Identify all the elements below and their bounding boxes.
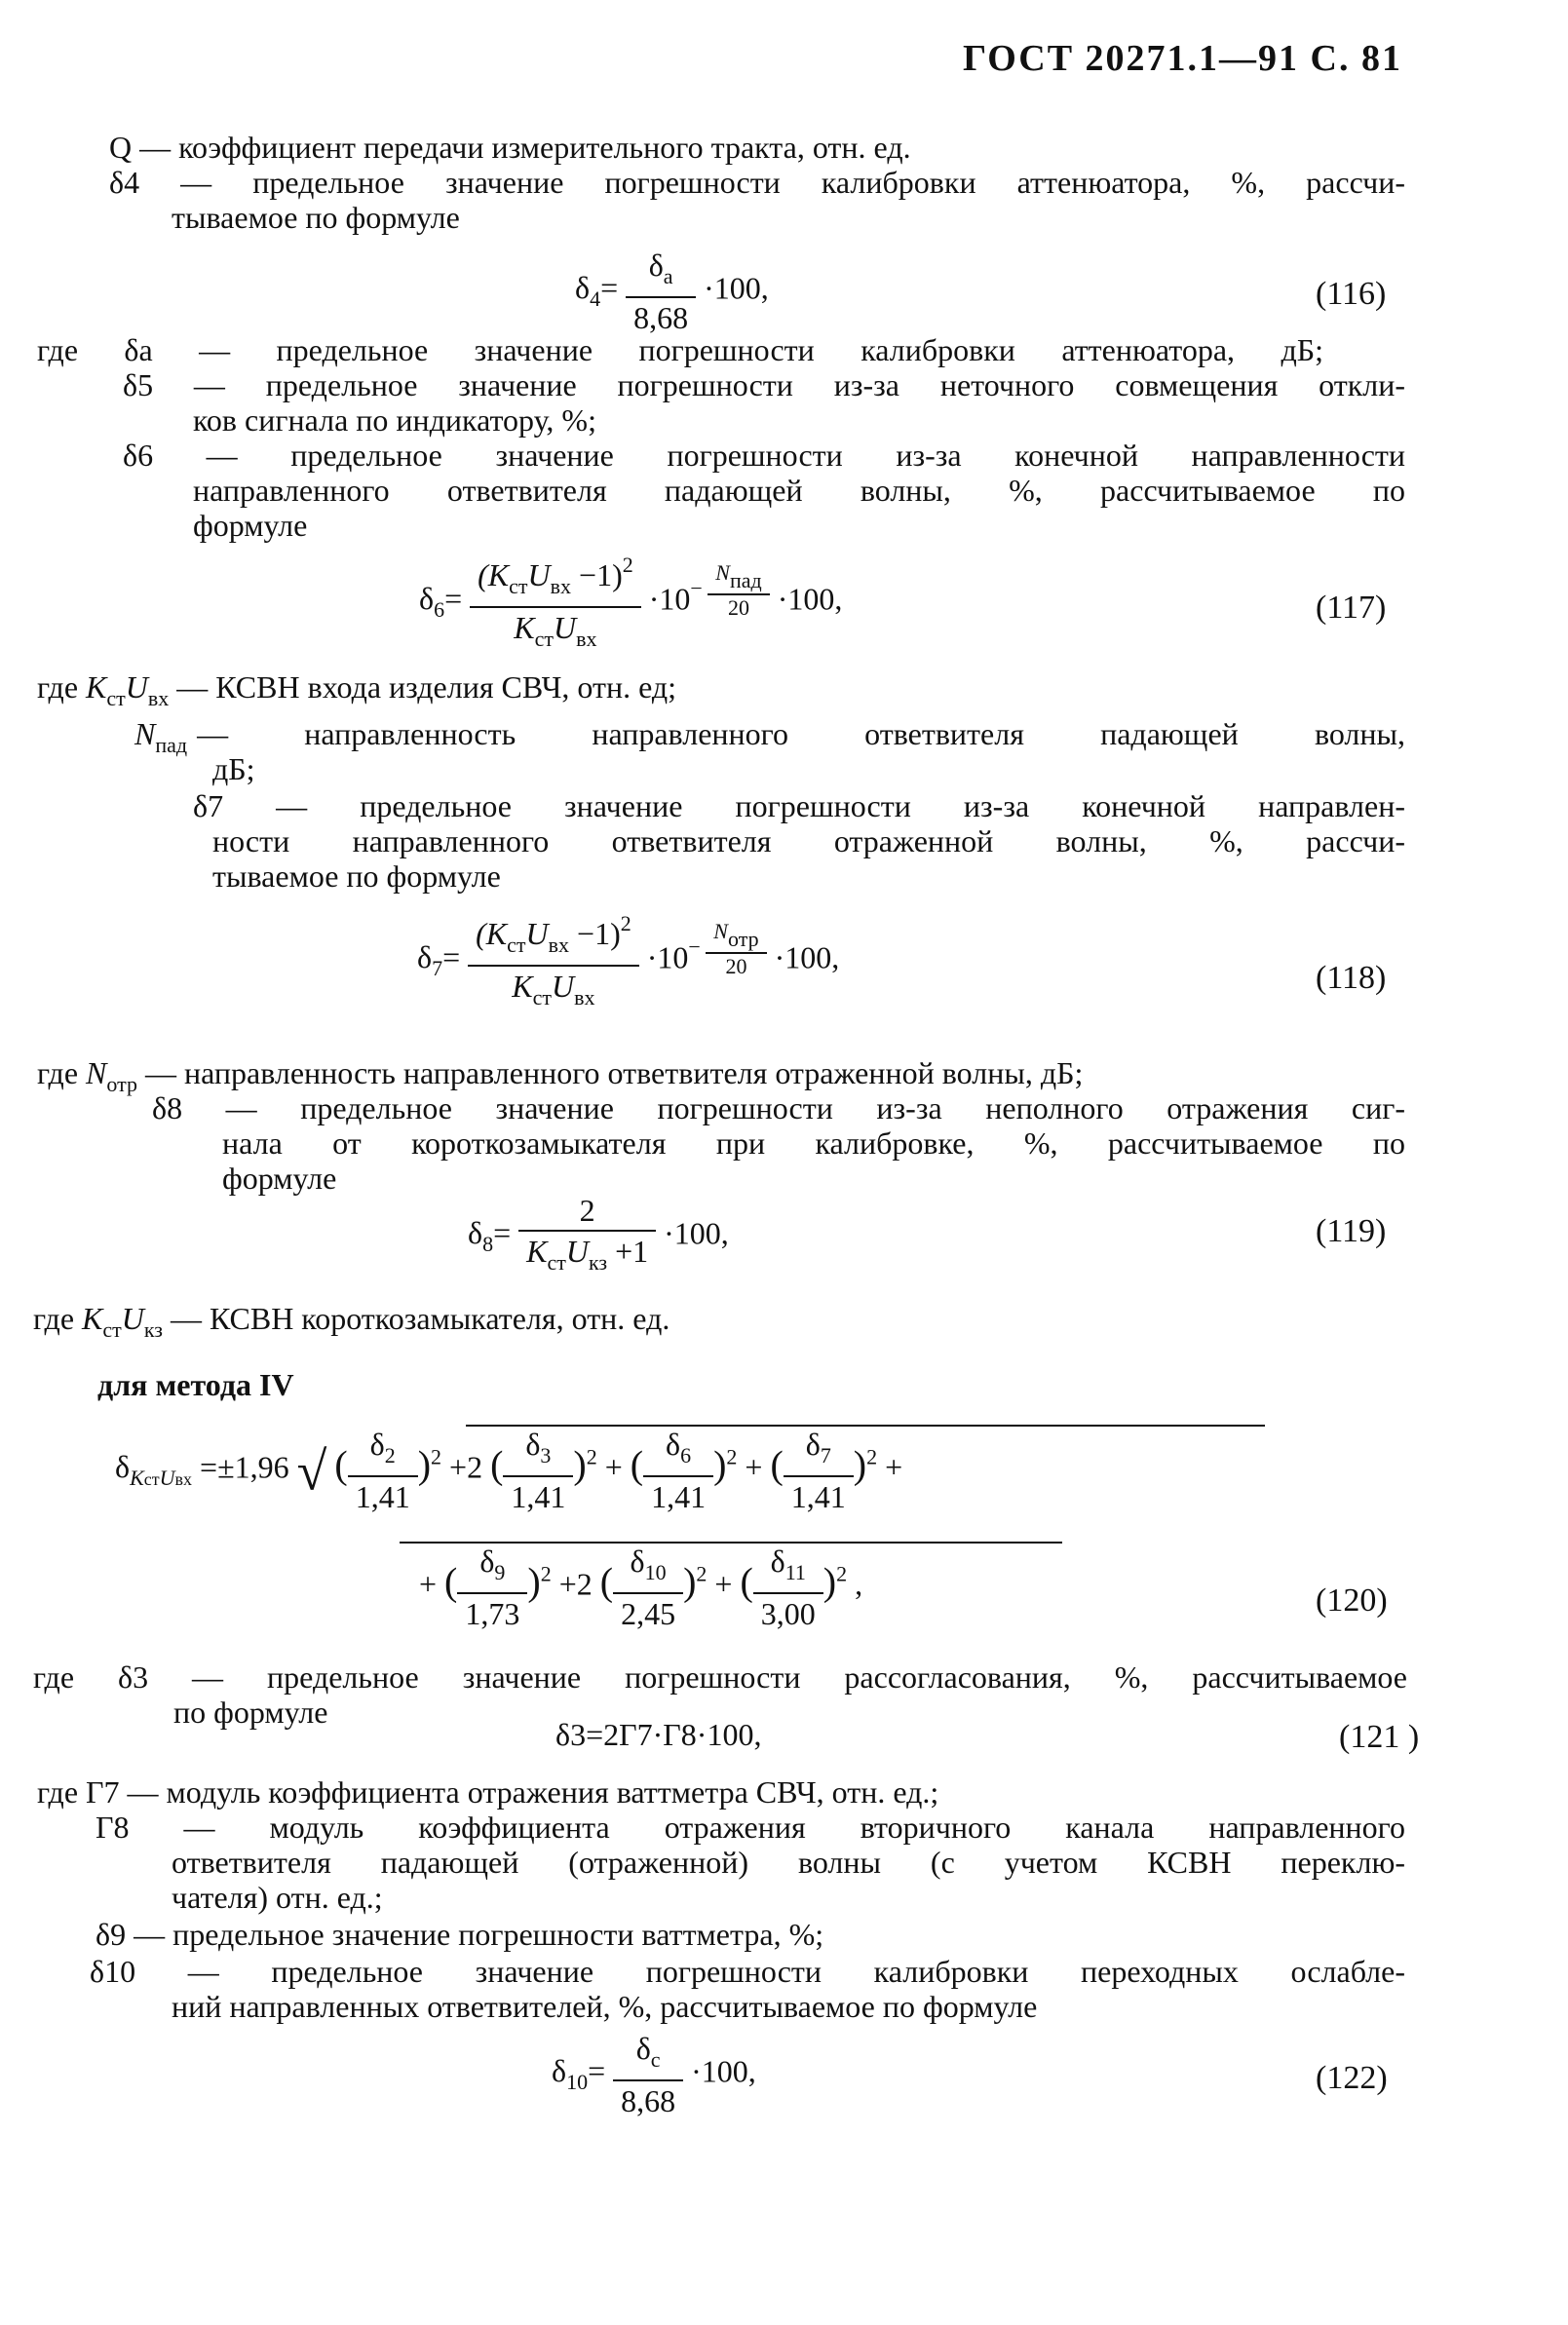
text-line-kst-ukz: где $K_{ст}U_{кз}$ — КСВН короткозамыкателя, отн. ед. <box>33 1301 670 1342</box>
sqrt-bar-2 <box>400 1542 1062 1544</box>
where-label: где <box>37 1055 79 1090</box>
text-line-npad: $N_{пад}$ — направленность направленного ответвителя падающей волны, <box>134 715 1405 764</box>
equation-number-117: (117) <box>1316 590 1387 626</box>
npad-desc: — направленность направленного ответвителя падающей волны, <box>197 716 1405 751</box>
text-line-notr: где $N_{отр}$ — направленность направленного ответвителя отраженной волны, дБ; <box>37 1055 1084 1096</box>
text-line-delta6: δ6 — предельное значение погрешности из-за конечной направленности <box>123 438 1405 473</box>
kst-ukz-desc: — КСВН короткозамыкателя, отн. ед. <box>170 1301 670 1336</box>
text-line-delta8: δ8 — предельное значение погрешности из-за неполного отражения сиг- <box>152 1090 1405 1125</box>
text-line-delta5: δ5 — предельное значение погрешности из-за неточного совмещения откли- <box>123 367 1405 402</box>
text-line-delta6-cont2: формуле <box>193 508 308 543</box>
equation-122: $\delta_{10}=$ $\frac{\delta_с}{8,68}$ ·100, <box>552 2031 756 2118</box>
sqrt-bar-1 <box>466 1425 1265 1427</box>
text-line-g8-cont2: чателя) отн. ед.; <box>172 1880 383 1915</box>
text-line-delta3-cont: по формуле <box>173 1695 328 1730</box>
text-line-delta8-cont2: формуле <box>222 1161 337 1196</box>
equation-number-121: (121 ) <box>1339 1719 1420 1755</box>
text-line-delta4-cont: тываемое по формуле <box>172 200 460 235</box>
equation-number-116: (116) <box>1316 276 1387 312</box>
text-line-delta10-cont: ний направленных ответвителей, %, рассчитываемое по формуле <box>172 1989 1038 2024</box>
text-line-q: Q — коэффициент передачи измерительного тракта, отн. ед. <box>109 130 911 165</box>
section-method-iv: для метода IV <box>97 1367 294 1402</box>
text-line-g7: где Г7 — модуль коэффициента отражения ваттметра СВЧ, отн. ед.; <box>37 1774 939 1810</box>
text-line-delta6-cont1: направленного ответвителя падающей волны, %, рассчитываемое по <box>193 473 1405 508</box>
text-line-g8: Г8 — модуль коэффициента отражения вторичного канала направленного <box>96 1810 1405 1845</box>
equation-117: $\delta_6=$ $\frac{(K_{ст}U_{вх} -1)^2}{K_{ст}U_{вх}}$ $\cdot 10^{- \frac{\text{Nпад}}{20}}$ ·100, <box>419 546 842 659</box>
equation-number-118: (118) <box>1316 960 1387 996</box>
text-line-delta9: δ9 — предельное значение погрешности ваттметра, %; <box>96 1917 824 1952</box>
where-label: где <box>33 1301 75 1336</box>
text-line-kst-uvx: где $K_{ст}U_{вх}$ — КСВН входа изделия СВЧ, отн. ед; <box>37 669 677 710</box>
text-line-delta3: где δ3 — предельное значение погрешности рассогласования, %, рассчитываемое <box>33 1659 1407 1695</box>
text-line-delta5-cont: ков сигнала по индикатору, %; <box>193 402 596 438</box>
equation-119: $\delta_8=$ $\frac{2}{K_{ст}U_{кз} +1}$ ·100, <box>468 1193 729 1275</box>
notr-desc: — направленность направленного ответвителя отраженной волны, дБ; <box>144 1055 1084 1090</box>
kst-uvx-desc: — КСВН входа изделия СВЧ, отн. ед; <box>176 669 677 705</box>
equation-118: $\delta_7=$ $\frac{(K_{ст}U_{вх} -1)^2}{K_{ст}U_{вх}}$ $\cdot 10^{- \frac{\text{Nотр}}{20}}$ ·100, <box>417 904 839 1017</box>
equation-number-120: (120) <box>1316 1582 1388 1619</box>
equation-116: $\delta_4=$ $\frac{\delta_а}{8,68}$ ·100, <box>575 248 769 335</box>
equation-120-line2: + ( $\frac{\delta_9}{1,73}$ )$^2$ +2 ( $\frac{\delta_{10}}{2,45}$ )$^2$ + ( $\frac{\delta_{11}}{3,00}$ )$^2$ , <box>419 1544 863 1631</box>
equation-number-119: (119) <box>1316 1213 1387 1249</box>
text-line-delta7-cont2: тываемое по формуле <box>212 858 501 894</box>
text-line-g8-cont1: ответвителя падающей (отраженной) волны (с учетом КСВН переклю- <box>172 1845 1405 1880</box>
equation-number-122: (122) <box>1316 2060 1388 2096</box>
text-line-delta-a: где δа — предельное значение погрешности калибровки аттенюатора, дБ; <box>37 332 1323 367</box>
text-line-delta7: δ7 — предельное значение погрешности из-за конечной направлен- <box>193 788 1405 823</box>
where-label: где <box>37 669 79 705</box>
equation-120-line1: $\delta_{KстUвх} =\pm 1,96$ √ ( $\frac{\delta_2}{1,41}$ )$^2$ +2 ( $\frac{\delta_3}{1,41}$ )$^2$ + ( $\frac{\delta_6}{1,41}$ )$^2$ + ( $\frac{\delta_7}{1,41}$ )$^2$ + <box>115 1427 903 1514</box>
text-line-delta7-cont1: ности направленного ответвителя отраженной волны, %, рассчи- <box>212 823 1405 858</box>
equation-121: δ3=2Г7·Г8·100, <box>555 1717 762 1752</box>
text-line-delta10: δ10 — предельное значение погрешности калибровки переходных ослабле- <box>90 1954 1405 1989</box>
text-line-delta4: δ4 — предельное значение погрешности калибровки аттенюатора, %, рассчи- <box>109 165 1405 200</box>
page-header: ГОСТ 20271.1—91 С. 81 <box>963 38 1402 79</box>
text-line-delta8-cont1: нала от короткозамыкателя при калибровке, %, рассчитываемое по <box>222 1125 1405 1161</box>
text-line-npad-cont: дБ; <box>212 751 255 786</box>
